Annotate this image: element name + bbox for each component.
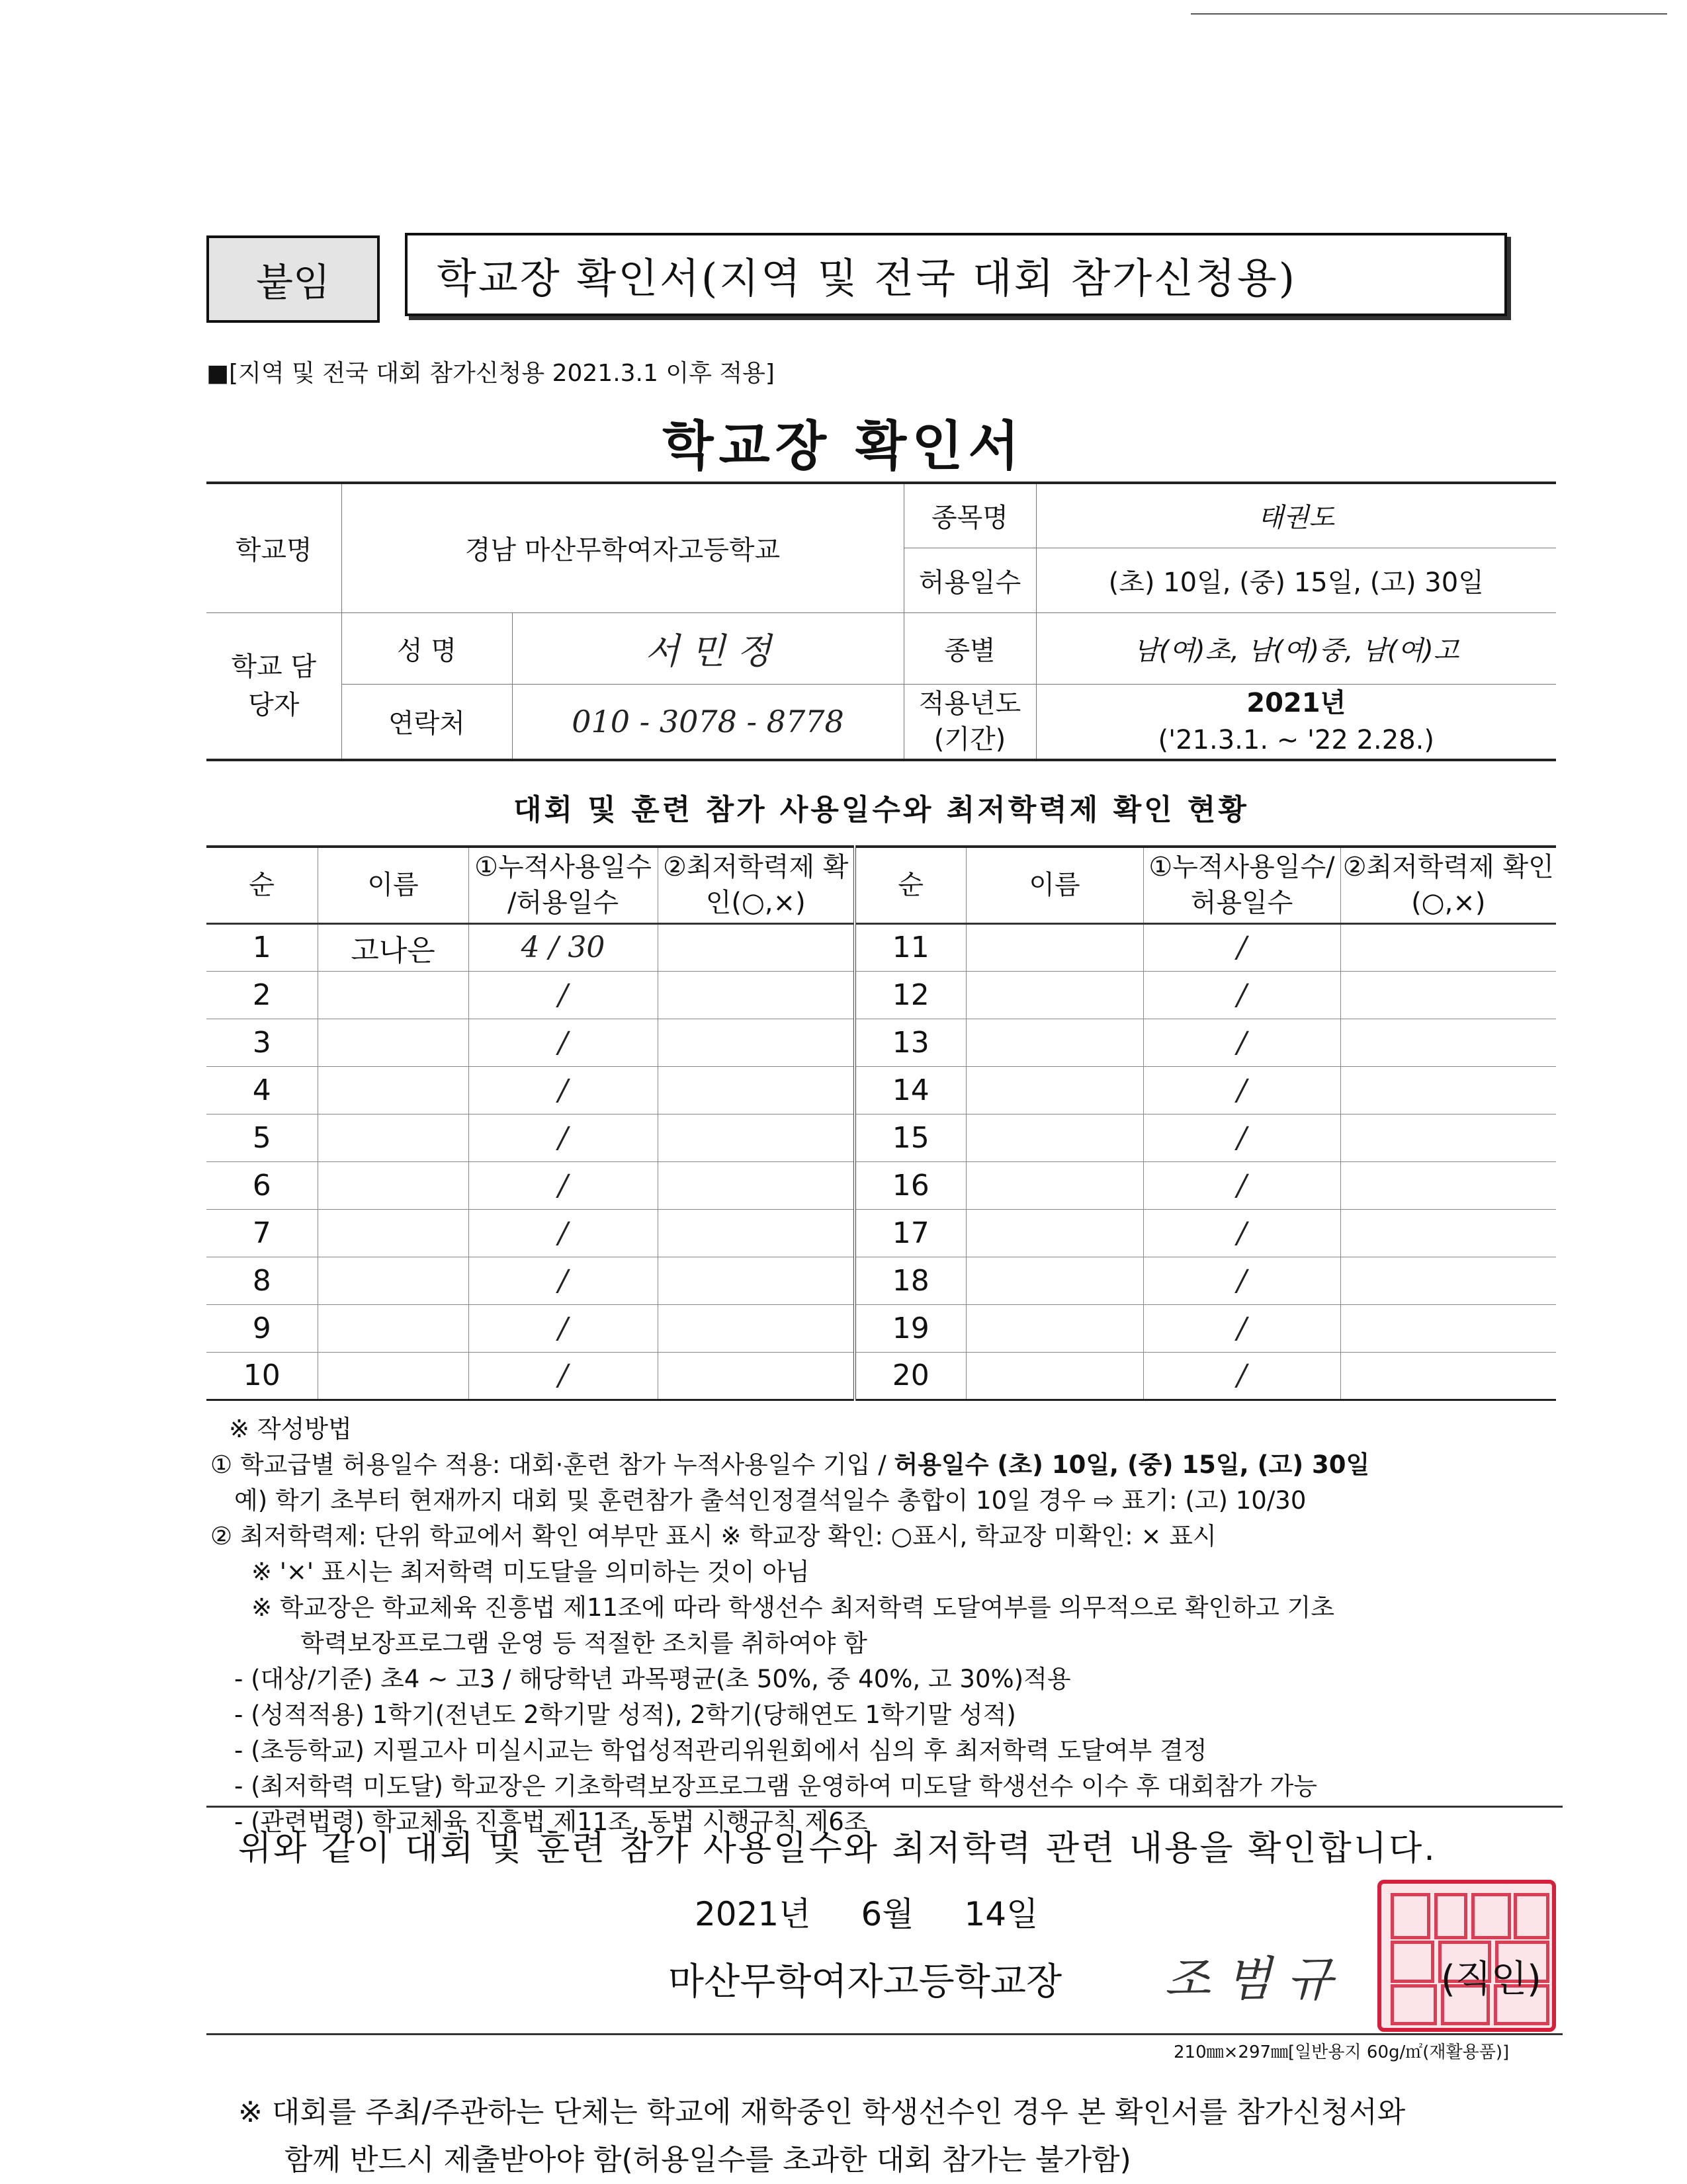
- applicability-note: ■[지역 및 전국 대회 참가신청용 2021.3.1 이후 적용]: [206, 360, 775, 387]
- cell-check-right: [1340, 1161, 1556, 1209]
- col-check-left: ②최저학력제 확인(○,×): [658, 847, 855, 923]
- table-row: [206, 1161, 1556, 1209]
- cell-name-left: [318, 1352, 468, 1400]
- school-info-table: [206, 482, 1556, 761]
- col-name-left: 이름: [318, 847, 468, 923]
- usage-banner: 대회 및 훈련 참가 사용일수와 최저학력제 확인 현황: [513, 793, 1249, 827]
- cell-check-left: [658, 1209, 855, 1257]
- cell-check-right: [1340, 1019, 1556, 1066]
- cell-seq-right: 11: [855, 923, 966, 971]
- cell-name-right: [966, 971, 1143, 1019]
- col-seq-left: 순: [206, 847, 318, 923]
- cell-days-left: /: [468, 1352, 658, 1400]
- note-4: ※ 학교장은 학교체육 진흥법 제11조에 따라 학생선수 최저학력 도달여부를 의무적으로 확인하고 기초: [251, 1593, 1335, 1622]
- cell-days-left: /: [468, 1019, 658, 1066]
- note-4-continued: 학력보장프로그램 운영 등 적절한 조치를 취하여야 함: [300, 1629, 867, 1658]
- cell-check-left: [658, 1019, 855, 1066]
- allowed-label: 허용일수: [904, 548, 1036, 612]
- manager-label: 학교 담당자: [206, 612, 341, 760]
- cell-seq-right: 16: [855, 1161, 966, 1209]
- note-3: ※ '×' 표시는 최저학력 미도달을 의미하는 것이 아님: [251, 1558, 810, 1586]
- cell-name-right: [966, 923, 1143, 971]
- divider-line: [206, 1806, 1563, 1808]
- notes-heading: ※ 작성방법: [229, 1415, 352, 1443]
- cell-seq-left: 9: [206, 1304, 318, 1352]
- cell-days-right: /: [1143, 1304, 1340, 1352]
- table-row: [206, 1019, 1556, 1066]
- cell-days-right: /: [1143, 971, 1340, 1019]
- table-row: [206, 923, 1556, 971]
- note-1-example: 예) 학기 초부터 현재까지 대회 및 훈련참가 출석인정결석일수 총합이 10일 경우 ⇨ 표기: (고) 10/30: [234, 1486, 1307, 1515]
- detail-2: - (성적적용) 1학기(전년도 2학기말 성적), 2학기(당해연도 1학기말 성적): [234, 1701, 1016, 1729]
- detail-5: - (관련법령) 학교체육 진흥법 제11조, 동법 시행규칙 제6조: [234, 1808, 868, 1836]
- table-row: [206, 1114, 1556, 1161]
- cell-days-left: /: [468, 1257, 658, 1304]
- cell-name-left: [318, 1161, 468, 1209]
- detail-3: - (초등학교) 지필고사 미실시교는 학업성적관리위원회에서 심의 후 최저학력 도달여부 결정: [234, 1736, 1207, 1765]
- cell-name-left: 고나은: [318, 923, 468, 971]
- cell-name-left: [318, 1304, 468, 1352]
- note-1-text: ① 학교급별 허용일수 적용: 대회·훈련 참가 누적사용일수 기입 /: [210, 1450, 894, 1479]
- confirmation-statement: 위와 같이 대회 및 훈련 참가 사용일수와 최저학력 관련 내용을 확인합니다.: [238, 1829, 1437, 1869]
- cell-seq-left: 3: [206, 1019, 318, 1066]
- cell-seq-left: 10: [206, 1352, 318, 1400]
- col-days-left: ①누적사용일수 /허용일수: [468, 847, 658, 923]
- table-row: [206, 1066, 1556, 1114]
- footer-notice: [238, 2089, 1561, 2184]
- cell-seq-right: 19: [855, 1304, 966, 1352]
- cell-check-left: [658, 1304, 855, 1352]
- cell-days-right: /: [1143, 1066, 1340, 1114]
- cell-days-right: /: [1143, 1019, 1340, 1066]
- cell-seq-left: 8: [206, 1257, 318, 1304]
- name-label: 성 명: [341, 612, 512, 684]
- cell-name-right: [966, 1161, 1143, 1209]
- cell-seq-left: 6: [206, 1161, 318, 1209]
- cell-seq-right: 14: [855, 1066, 966, 1114]
- col-days-right: ①누적사용일수/ 허용일수: [1143, 847, 1340, 923]
- cell-name-right: [966, 1352, 1143, 1400]
- table-row: [206, 971, 1556, 1019]
- cell-days-right: /: [1143, 923, 1340, 971]
- cell-seq-right: 18: [855, 1257, 966, 1304]
- paper-spec: 210㎜×297㎜[일반용지 60g/㎡(재활용품)]: [1174, 2042, 1510, 2062]
- period-value: ('21.3.1. ~ '22 2.28.): [1158, 724, 1434, 755]
- school-label: 학교명: [206, 483, 341, 612]
- footer-line-1: ※ 대회를 주최/주관하는 단체는 학교에 재학중인 학생선수인 경우 본 확인서를 참가신청서와: [238, 2095, 1406, 2129]
- year-cell: [1036, 684, 1556, 760]
- cell-name-right: [966, 1066, 1143, 1114]
- cell-check-left: [658, 1257, 855, 1304]
- cell-days-left: /: [468, 1209, 658, 1257]
- cell-days-left: /: [468, 1066, 658, 1114]
- cell-name-left: [318, 971, 468, 1019]
- cell-check-right: [1340, 923, 1556, 971]
- cell-check-left: [658, 1352, 855, 1400]
- col-check-right: ②최저학력제 확인(○,×): [1340, 847, 1556, 923]
- cell-name-left: [318, 1066, 468, 1114]
- cell-seq-right: 17: [855, 1209, 966, 1257]
- contact-handwritten: 010 - 3078 - 8778: [512, 684, 904, 760]
- bottom-divider-line: [206, 2033, 1563, 2035]
- cell-days-left: 4 / 30: [468, 923, 658, 971]
- cell-days-right: /: [1143, 1257, 1340, 1304]
- cell-seq-left: 7: [206, 1209, 318, 1257]
- attachment-label: 붙임: [206, 235, 380, 323]
- document-title: 학교장 확인서: [662, 415, 1025, 477]
- cell-name-right: [966, 1019, 1143, 1066]
- date-day: 14일: [964, 1895, 1039, 1933]
- cell-name-right: [966, 1114, 1143, 1161]
- table-row: [206, 1209, 1556, 1257]
- header-title: 학교장 확인서(지역 및 전국 대회 참가신청용): [405, 233, 1507, 316]
- allowed-value: (초) 10일, (중) 15일, (고) 30일: [1036, 548, 1556, 612]
- cell-days-left: /: [468, 971, 658, 1019]
- issue-date: [695, 1888, 1038, 1935]
- cell-seq-left: 4: [206, 1066, 318, 1114]
- cell-days-left: /: [468, 1304, 658, 1352]
- seal-mark: (직인): [1441, 1958, 1541, 2001]
- category-label: 종별: [904, 612, 1036, 684]
- contact-label: 연락처: [341, 684, 512, 760]
- cell-check-right: [1340, 1066, 1556, 1114]
- year-value: 2021년: [1246, 687, 1346, 718]
- cell-seq-left: 1: [206, 923, 318, 971]
- cell-days-right: /: [1143, 1161, 1340, 1209]
- cell-days-right: /: [1143, 1209, 1340, 1257]
- usage-table: [206, 845, 1556, 1401]
- cell-seq-right: 13: [855, 1019, 966, 1066]
- col-seq-right: 순: [855, 847, 966, 923]
- detail-1: - (대상/기준) 초4 ~ 고3 / 해당학년 과목평균(초 50%, 중 40%, 고 30%)적용: [234, 1665, 1071, 1693]
- cell-seq-right: 12: [855, 971, 966, 1019]
- school-value: 경남 마산무학여자고등학교: [341, 483, 904, 612]
- principal-signature: 조 범 규: [1164, 1951, 1333, 2007]
- cell-days-left: /: [468, 1114, 658, 1161]
- cell-name-right: [966, 1209, 1143, 1257]
- table-row: [206, 1352, 1556, 1400]
- cell-check-left: [658, 1161, 855, 1209]
- table-row: [206, 1304, 1556, 1352]
- year-label: 적용년도 (기간): [904, 684, 1036, 760]
- date-month: 6월: [861, 1895, 914, 1933]
- cell-check-right: [1340, 1304, 1556, 1352]
- cell-name-left: [318, 1257, 468, 1304]
- table-row: [206, 1257, 1556, 1304]
- cell-seq-left: 5: [206, 1114, 318, 1161]
- cell-check-right: [1340, 1209, 1556, 1257]
- date-year: 2021년: [695, 1895, 811, 1933]
- cell-name-right: [966, 1304, 1143, 1352]
- cell-check-right: [1340, 1352, 1556, 1400]
- cell-check-left: [658, 971, 855, 1019]
- cell-seq-right: 15: [855, 1114, 966, 1161]
- col-name-right: 이름: [966, 847, 1143, 923]
- footer-line-2: 함께 반드시 제출받아야 함(허용일수를 초과한 대회 참가는 불가함): [284, 2143, 1131, 2177]
- category-value: 남(여)초, 남(여)중, 남(여)고: [1036, 612, 1556, 684]
- manager-name-handwritten: 서 민 정: [512, 612, 904, 684]
- cell-name-left: [318, 1114, 468, 1161]
- cell-check-left: [658, 1066, 855, 1114]
- instructions: [210, 1411, 1567, 1840]
- sport-label: 종목명: [904, 483, 1036, 548]
- cell-days-right: /: [1143, 1352, 1340, 1400]
- top-edge-line: [1191, 13, 1667, 15]
- cell-name-left: [318, 1019, 468, 1066]
- principal-title: 마산무학여자고등학교장: [668, 1960, 1062, 2003]
- sport-value: 태권도: [1036, 483, 1556, 548]
- note-2: ② 최저학력제: 단위 학교에서 확인 여부만 표시 ※ 학교장 확인: ○표시, 학교장 미확인: × 표시: [210, 1522, 1217, 1550]
- cell-seq-left: 2: [206, 971, 318, 1019]
- cell-name-right: [966, 1257, 1143, 1304]
- cell-seq-right: 20: [855, 1352, 966, 1400]
- cell-check-left: [658, 923, 855, 971]
- cell-days-right: /: [1143, 1114, 1340, 1161]
- cell-check-right: [1340, 971, 1556, 1019]
- cell-check-left: [658, 1114, 855, 1161]
- usage-rows: [206, 923, 1556, 1400]
- cell-check-right: [1340, 1114, 1556, 1161]
- note-1-bold: 허용일수 (초) 10일, (중) 15일, (고) 30일: [894, 1450, 1370, 1479]
- cell-check-right: [1340, 1257, 1556, 1304]
- detail-4: - (최저학력 미도달) 학교장은 기초학력보장프로그램 운영하여 미도달 학생선수 이수 후 대회참가 가능: [234, 1772, 1318, 1800]
- cell-name-left: [318, 1209, 468, 1257]
- note-1: [210, 1447, 1567, 1483]
- cell-days-left: /: [468, 1161, 658, 1209]
